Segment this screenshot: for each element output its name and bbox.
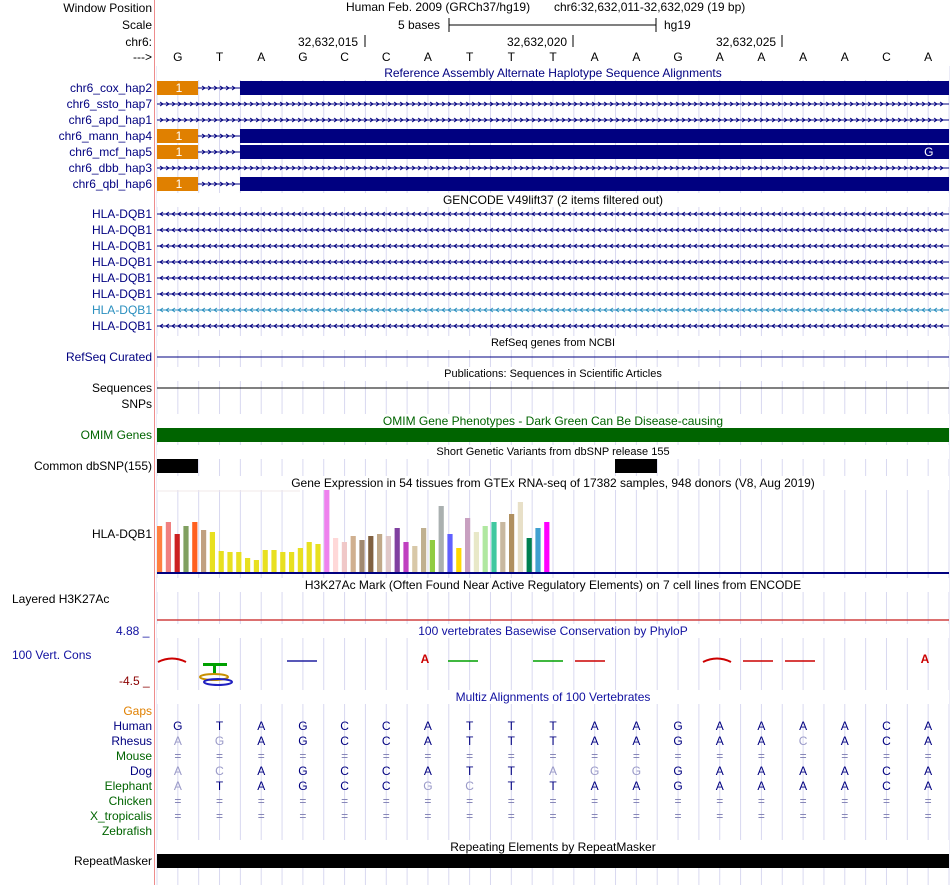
multiz-base: = [341,749,349,763]
multiz-base: A [924,734,933,748]
ref-base: T [549,50,557,64]
multiz-species-label[interactable]: Chicken [108,794,152,808]
multiz-base: = [549,794,557,808]
gtex-tissue-bar [377,534,382,572]
multiz-base: = [257,794,265,808]
multiz-base: = [382,794,390,808]
multiz-base: C [381,719,391,733]
multiz-base: C [340,764,349,778]
multiz-base: = [757,749,765,763]
multiz-base: = [424,749,432,763]
ref-base: G [298,50,308,64]
gtex-tissue-bar [263,550,268,572]
alt-haplo-label[interactable]: chr6_ssto_hap7 [66,97,152,111]
gtex-tissue-bar [518,502,523,572]
alt-haplo-block-count: 1 [175,129,183,143]
multiz-base: = [757,809,765,823]
gencode-gene-label[interactable]: HLA-DQB1 [91,271,152,285]
multiz-base: = [549,809,557,823]
multiz-base: A [715,719,724,733]
multiz-base: C [340,719,349,733]
multiz-base: C [798,734,808,748]
multiz-base: A [757,734,766,748]
ref-base: A [840,50,849,64]
multiz-base: A [757,764,766,778]
multiz-base: A [590,779,599,793]
multiz-base: = [632,809,640,823]
gtex-tissue-bar [333,538,338,572]
phylop-track-title[interactable]: 100 vertebrates Basewise Conservation by PhyloP [418,624,688,638]
multiz-base: A [799,719,808,733]
multiz-base: T [507,764,515,778]
multiz-base: T [465,734,474,748]
multiz-base: = [174,749,182,763]
gencode-gene-label[interactable]: HLA-DQB1 [91,239,152,253]
multiz-base: G [673,734,683,748]
multiz-base: A [799,779,808,793]
multiz-base: T [507,719,515,733]
multiz-base: = [507,809,515,823]
phylop-logo [703,659,731,663]
multiz-base: = [174,809,182,823]
multiz-species-label[interactable]: Elephant [104,779,152,793]
ruler-tick-label: 32,632,015 [298,35,359,49]
multiz-base: = [341,809,349,823]
multiz-base: = [924,749,932,763]
multiz-base: G [298,764,308,778]
multiz-base: A [173,734,182,748]
alt-haplo-label[interactable]: chr6_mann_hap4 [58,129,152,143]
multiz-base: = [257,749,265,763]
multiz-base: = [591,794,599,808]
multiz-base: C [381,764,391,778]
multiz-base: = [841,809,849,823]
dbsnp-variant [615,459,657,473]
multiz-base: A [840,719,849,733]
multiz-base: = [591,809,599,823]
dbsnp-variant [157,459,198,473]
phylop-logo [158,659,186,663]
multiz-base: = [799,749,807,763]
gtex-tissue-bar [298,548,303,572]
multiz-base: = [632,749,640,763]
multiz-base: T [549,719,557,733]
multiz-base: A [423,764,432,778]
multiz-base: = [216,809,224,823]
multiz-base: = [299,809,307,823]
gtex-tissue-bar [280,552,285,572]
multiz-species-label[interactable]: Rhesus [111,734,152,748]
ref-base: T [215,50,224,64]
multiz-base: G [673,719,683,733]
multiz-species-label[interactable]: X_tropicalis [89,809,152,823]
multiz-base: = [174,794,182,808]
gtex-tissue-bar [166,522,171,572]
ref-base: C [340,50,349,64]
multiz-base: = [674,749,682,763]
multiz-base: A [423,734,432,748]
ref-base: A [924,50,933,64]
repeatmasker-track-title[interactable]: Repeating Elements by RepeatMasker [450,840,656,854]
multiz-base: T [215,719,224,733]
multiz-base: T [549,734,557,748]
ref-base: A [590,50,599,64]
gtex-tissue-bar [368,536,373,572]
gtex-tissue-bar [509,514,514,572]
multiz-base: T [549,779,557,793]
gtex-tissue-bar [439,506,444,572]
multiz-base: A [632,719,641,733]
multiz-base: = [466,809,474,823]
multiz-base: A [548,764,557,778]
phylop-label[interactable]: 100 Vert. Cons [12,648,92,662]
window-position-label: Window Position [63,1,152,15]
multiz-species-label[interactable]: Human [113,719,152,733]
multiz-base: G [590,764,600,778]
repeatmasker-label[interactable]: RepeatMasker [73,854,152,868]
scale-assembly: hg19 [664,18,691,32]
gtex-tissue-bar [456,548,461,572]
ref-base: A [715,50,724,64]
ref-base: T [507,50,515,64]
multiz-base: A [257,779,266,793]
omim-track-title[interactable]: OMIM Gene Phenotypes - Dark Green Can Be Disease-causing [382,414,724,428]
multiz-base: = [882,749,890,763]
multiz-base: = [799,809,807,823]
multiz-base: = [924,794,932,808]
dbsnp-track-title[interactable]: Short Genetic Variants from dbSNP release 155 [436,446,670,458]
alt-haplo-block-count: 1 [175,81,183,95]
gtex-tissue-bar [395,528,400,572]
multiz-base: A [840,734,849,748]
gtex-tissue-bar [544,522,549,572]
alt-haplo-block [240,81,949,95]
phylop-logo [204,679,232,685]
snps-label[interactable]: SNPs [121,397,152,411]
strand-label: ---> [133,50,152,64]
alt-haplo-block [240,177,949,191]
multiz-base: C [882,779,891,793]
multiz-base: = [757,794,765,808]
scale-text: 5 bases [398,18,441,32]
gtex-tissue-bar [474,532,479,572]
pubs-label[interactable]: Sequences [91,381,152,395]
gtex-tissue-bar [219,551,224,572]
multiz-base: = [591,749,599,763]
position-range[interactable]: chr6:32,632,011-32,632,029 (19 bp) [554,0,746,14]
gtex-tissue-bar [210,532,215,572]
multiz-base: T [465,719,474,733]
assembly-title: Human Feb. 2009 (GRCh37/hg19) [346,0,531,14]
multiz-base: = [466,794,474,808]
gencode-gene-label[interactable]: HLA-DQB1 [91,223,152,237]
multiz-base: = [674,809,682,823]
gencode-gene-label[interactable]: HLA-DQB1 [91,287,152,301]
gtex-tissue-bar [315,544,320,572]
multiz-base: G [631,764,642,778]
ref-base: C [882,50,891,64]
ref-base: A [423,50,432,64]
multiz-base: A [840,779,849,793]
gencode-gene-label[interactable]: HLA-DQB1 [91,207,152,221]
gtex-tissue-bar [342,542,347,572]
multiz-base: C [340,734,349,748]
gtex-tissue-bar [465,518,470,572]
gtex-label[interactable]: HLA-DQB1 [91,527,152,541]
multiz-base: = [882,794,890,808]
multiz-base: A [173,764,182,778]
gtex-tissue-bar [157,526,162,572]
multiz-base: G [423,779,433,793]
multiz-base: A [632,734,641,748]
multiz-base: A [632,779,641,793]
gtex-tissue-bar [351,536,356,572]
multiz-base: T [507,779,515,793]
multiz-base: A [924,764,933,778]
ref-base: G [673,50,683,64]
multiz-base: A [257,764,266,778]
multiz-base: = [257,809,265,823]
gtex-tissue-bar [386,536,391,572]
gencode-gene-label[interactable]: HLA-DQB1 [91,319,152,333]
ref-base: C [381,50,391,64]
multiz-base: T [465,764,474,778]
multiz-base: = [632,794,640,808]
multiz-base: = [924,809,932,823]
multiz-base: A [173,779,182,793]
gtex-tissue-bar [535,528,540,572]
multiz-base: = [716,809,724,823]
phylop-max: 4.88 _ [116,624,150,638]
multiz-base: A [590,719,599,733]
multiz-base: G [173,719,183,733]
multiz-base: A [590,734,599,748]
gencode-gene-label[interactable]: HLA-DQB1 [91,303,152,317]
multiz-base: G [298,719,308,733]
gtex-tissue-bar [236,552,241,572]
multiz-base: A [715,734,724,748]
gtex-tissue-bar [192,522,197,572]
multiz-base: C [882,734,891,748]
multiz-base: A [924,779,933,793]
alt-haplo-label[interactable]: chr6_qbl_hap6 [72,177,152,191]
multiz-base: C [215,764,224,778]
gtex-tissue-bar [271,550,276,572]
gtex-tissue-bar [289,552,294,572]
gencode-gene-label[interactable]: HLA-DQB1 [91,255,152,269]
multiz-base: C [381,734,391,748]
phylop-logo: A [920,652,930,666]
multiz-species-label[interactable]: Zebrafish [101,824,152,838]
gtex-tissue-bar [412,546,417,572]
gtex-tissue-bar [201,530,206,572]
multiz-base: G [673,779,683,793]
phylop-logo: A [420,652,430,666]
scale-label: Scale [121,18,152,32]
gtex-tissue-bar [254,560,259,572]
h3k27ac-track-title[interactable]: H3K27Ac Mark (Often Found Near Active Regulatory Elements) on 7 cell lines from ENCODE [304,578,802,592]
multiz-base: A [257,719,266,733]
gtex-tissue-bar [483,526,488,572]
refseq-track-title[interactable]: RefSeq genes from NCBI [490,337,616,349]
multiz-base: = [882,809,890,823]
multiz-gaps-label: Gaps [123,704,152,718]
gtex-tissue-bar [447,534,452,572]
pubs-track-title[interactable]: Publications: Sequences in Scientific Articles [444,368,662,380]
multiz-base: C [882,764,891,778]
ref-base: G [173,50,183,64]
multiz-track-title[interactable]: Multiz Alignments of 100 Vertebrates [455,690,651,704]
gtex-tissue-bar [227,552,232,572]
phylop-logo [203,663,227,666]
h3k27ac-label[interactable]: Layered H3K27Ac [12,592,110,606]
multiz-base: C [340,779,349,793]
multiz-base: = [341,794,349,808]
multiz-base: = [424,809,432,823]
multiz-base: A [924,719,933,733]
multiz-species-label[interactable]: Mouse [115,749,152,763]
multiz-base: = [674,794,682,808]
multiz-base: T [507,734,515,748]
gtex-tissue-bar [245,558,250,572]
gtex-tissue-bar [359,540,364,572]
multiz-base: = [507,749,515,763]
alt-haplo-block-count: 1 [175,145,183,159]
multiz-base: A [757,719,766,733]
repeatmasker-bar [157,854,949,868]
alt-haplo-label[interactable]: chr6_cox_hap2 [69,81,152,95]
dbsnp-label[interactable]: Common dbSNP(155) [33,459,152,473]
ref-base: A [257,50,266,64]
multiz-base: G [298,734,308,748]
ruler-tick-label: 32,632,025 [716,35,777,49]
multiz-base: A [840,764,849,778]
multiz-base: A [757,779,766,793]
alt-haplo-label[interactable]: chr6_dbb_hap3 [68,161,152,175]
ref-base: T [465,50,474,64]
chrom-label: chr6: [125,35,152,49]
multiz-base: = [216,794,224,808]
ref-base: A [757,50,766,64]
gtex-tissue-bar [324,490,329,572]
multiz-base: = [382,809,390,823]
multiz-base: A [799,764,808,778]
multiz-base: = [466,749,474,763]
phylop-logo [213,666,216,674]
multiz-base: = [507,794,515,808]
multiz-base: = [424,794,432,808]
multiz-base: = [382,749,390,763]
omim-label[interactable]: OMIM Genes [80,428,152,442]
multiz-base: = [716,749,724,763]
multiz-base: = [716,794,724,808]
gtex-tissue-bar [183,526,188,572]
multiz-species-label[interactable]: Dog [129,764,152,778]
alt-haplo-block-count: 1 [175,177,183,191]
multiz-base: C [465,779,474,793]
gtex-tissue-bar [403,542,408,572]
multiz-base: T [215,779,224,793]
gtex-tissue-bar [307,542,312,572]
multiz-base: G [214,734,225,748]
multiz-base: = [799,794,807,808]
gtex-tissue-bar [175,534,180,572]
phylop-min: -4.5 _ [119,674,150,688]
refseq-label[interactable]: RefSeq Curated [65,350,152,364]
multiz-base: = [549,749,557,763]
alt-haplo-mismatch: G [924,145,934,159]
gtex-tissue-bar [527,538,532,572]
alt-haplo-label[interactable]: chr6_apd_hap1 [68,113,152,127]
gencode-track-title[interactable]: GENCODE V49lift37 (2 items filtered out) [442,193,664,207]
ruler-tick-label: 32,632,020 [507,35,568,49]
ref-base: A [799,50,808,64]
multiz-base: = [841,794,849,808]
multiz-base: = [299,749,307,763]
multiz-base: G [673,764,683,778]
multiz-base: A [423,719,432,733]
multiz-base: A [257,734,266,748]
alt-haplo-block [240,129,949,143]
gtex-tissue-bar [491,522,496,572]
multiz-base: G [298,779,308,793]
alt-haplo-label[interactable]: chr6_mcf_hap5 [69,145,152,159]
multiz-base: = [216,749,224,763]
multiz-base: A [715,779,724,793]
multiz-base: C [882,719,891,733]
gtex-tissue-bar [500,522,505,572]
alt-haplo-block [240,145,949,159]
multiz-base: = [841,749,849,763]
ref-base: A [632,50,641,64]
gtex-tissue-bar [430,540,435,572]
gtex-tissue-bar [421,528,426,572]
multiz-base: C [381,779,391,793]
alt-haplo-track-title[interactable]: Reference Assembly Alternate Haplotype Sequence Alignments [384,66,722,80]
multiz-base: A [715,764,724,778]
omim-bar [157,428,949,442]
gtex-track-title[interactable]: Gene Expression in 54 tissues from GTEx RNA-seq of 17382 samples, 948 donors (V8, Aug 2019) [291,476,815,490]
multiz-base: = [299,794,307,808]
